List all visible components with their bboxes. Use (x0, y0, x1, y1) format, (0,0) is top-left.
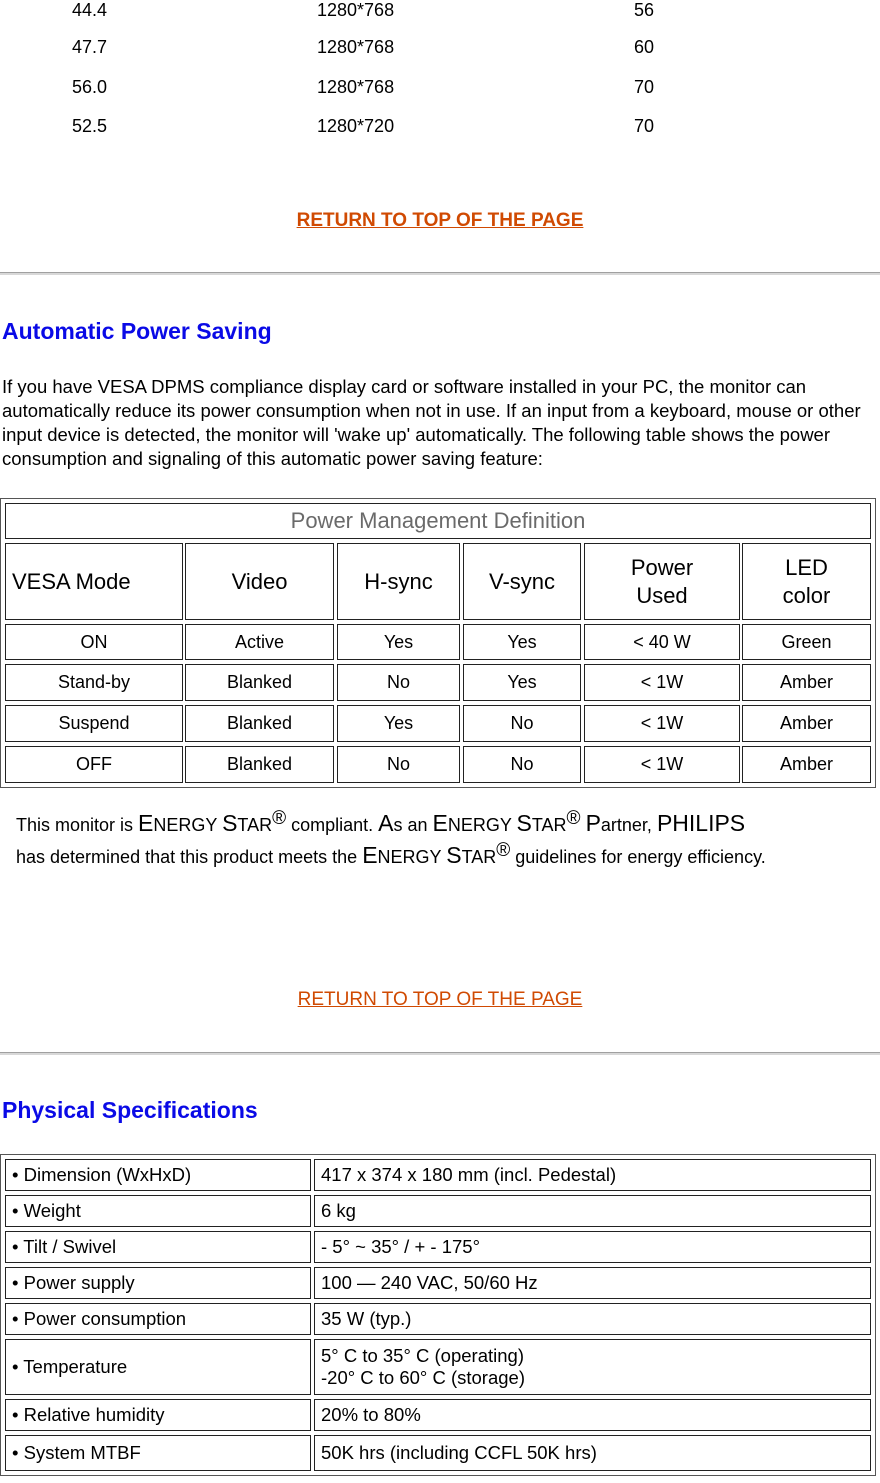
header-vesa-mode: VESA Mode (5, 543, 183, 620)
cell-vesa-mode: Suspend (5, 705, 183, 742)
spec-label: • Power consumption (5, 1303, 311, 1335)
table-row (0, 37, 880, 61)
timing-resolution: 1280*768 (317, 0, 395, 20)
spec-value: - 5° ~ 35° / + - 175° (314, 1231, 871, 1263)
cell-video: Blanked (185, 664, 334, 701)
spec-label: • Power supply (5, 1267, 311, 1299)
cell-led-color: Amber (742, 705, 871, 742)
table-row (0, 77, 880, 101)
return-to-top-link[interactable]: RETURN TO TOP OF THE PAGE (296, 210, 584, 231)
header-video: Video (185, 543, 334, 620)
spec-label: • System MTBF (5, 1435, 311, 1471)
return-to-top-link[interactable]: RETURN TO TOP OF THE PAGE (297, 989, 583, 1010)
timing-vfreq: 70 (634, 77, 655, 97)
divider (0, 272, 880, 275)
timing-hfreq: 44.4 (72, 0, 108, 20)
divider (0, 1052, 880, 1055)
spec-label: • Temperature (5, 1339, 311, 1395)
spec-value (314, 1339, 871, 1395)
spec-value-line: -20° C to 60° C (storage) (321, 1367, 525, 1388)
cell-video: Blanked (185, 746, 334, 783)
table-row (0, 116, 880, 140)
cell-video: Blanked (185, 705, 334, 742)
cell-led-color: Green (742, 624, 871, 660)
timing-hfreq: 56.0 (72, 77, 108, 97)
power-management-table (0, 498, 876, 788)
spec-label: • Weight (5, 1195, 311, 1227)
cell-power-used: < 1W (584, 746, 740, 783)
cell-hsync: No (337, 664, 460, 701)
timing-vfreq: 60 (634, 37, 655, 57)
header-vsync: V-sync (463, 543, 581, 620)
cell-hsync: Yes (337, 705, 460, 742)
header-hsync: H-sync (337, 543, 460, 620)
spec-value: 50K hrs (including CCFL 50K hrs) (314, 1435, 871, 1471)
section-heading-power-saving: Automatic Power Saving (2, 318, 272, 344)
cell-power-used: < 40 W (584, 624, 740, 660)
timing-vfreq: 56 (634, 0, 655, 20)
spec-label: • Dimension (WxHxD) (5, 1159, 311, 1191)
timing-resolution: 1280*720 (317, 116, 395, 136)
spec-value-line: 5° C to 35° C (operating) (321, 1345, 524, 1366)
timing-resolution: 1280*768 (317, 77, 395, 97)
cell-led-color: Amber (742, 746, 871, 783)
table-caption: Power Management Definition (5, 503, 871, 539)
cell-hsync: Yes (337, 624, 460, 660)
spec-value: 20% to 80% (314, 1399, 871, 1431)
spec-value: 417 x 374 x 180 mm (incl. Pedestal) (314, 1159, 871, 1191)
cell-vesa-mode: ON (5, 624, 183, 660)
cell-vsync: No (463, 705, 581, 742)
header-led-color: LED color (742, 543, 871, 620)
section-heading-physical: Physical Specifications (2, 1097, 258, 1123)
cell-vesa-mode: OFF (5, 746, 183, 783)
timing-hfreq: 52.5 (72, 116, 108, 136)
spec-value: 35 W (typ.) (314, 1303, 871, 1335)
power-saving-intro: If you have VESA DPMS compliance display card or software installed in your PC, the monitor can automatically reduce its power consumption when not in use. If an input from a keyboard, mouse or other input device is detected, the monitor will 'wake up' automatically. The following table shows the power consumption and signaling of this automatic power saving feature: (2, 376, 861, 469)
spec-value: 100 — 240 VAC, 50/60 Hz (314, 1267, 871, 1299)
spec-label: • Tilt / Swivel (5, 1231, 311, 1263)
cell-vsync: Yes (463, 624, 581, 660)
cell-video: Active (185, 624, 334, 660)
timing-vfreq: 70 (634, 116, 655, 136)
physical-specs-table (0, 1154, 876, 1476)
cell-vsync: No (463, 746, 581, 783)
cell-vesa-mode: Stand-by (5, 664, 183, 701)
cell-hsync: No (337, 746, 460, 783)
cell-power-used: < 1W (584, 705, 740, 742)
table-row (0, 0, 880, 24)
spec-value: 6 kg (314, 1195, 871, 1227)
cell-power-used: < 1W (584, 664, 740, 701)
cell-vsync: Yes (463, 664, 581, 701)
timing-resolution: 1280*768 (317, 37, 395, 57)
header-power-used: Power Used (584, 543, 740, 620)
cell-led-color: Amber (742, 664, 871, 701)
energy-star-statement: This monitor is ENERGY STAR® compliant. As an ENERGY STAR® Partner, PHILIPS has determined that this product meets the ENERGY STAR® guidelines for energy efficiency. (16, 808, 766, 868)
spec-label: • Relative humidity (5, 1399, 311, 1431)
timing-hfreq: 47.7 (72, 37, 108, 57)
